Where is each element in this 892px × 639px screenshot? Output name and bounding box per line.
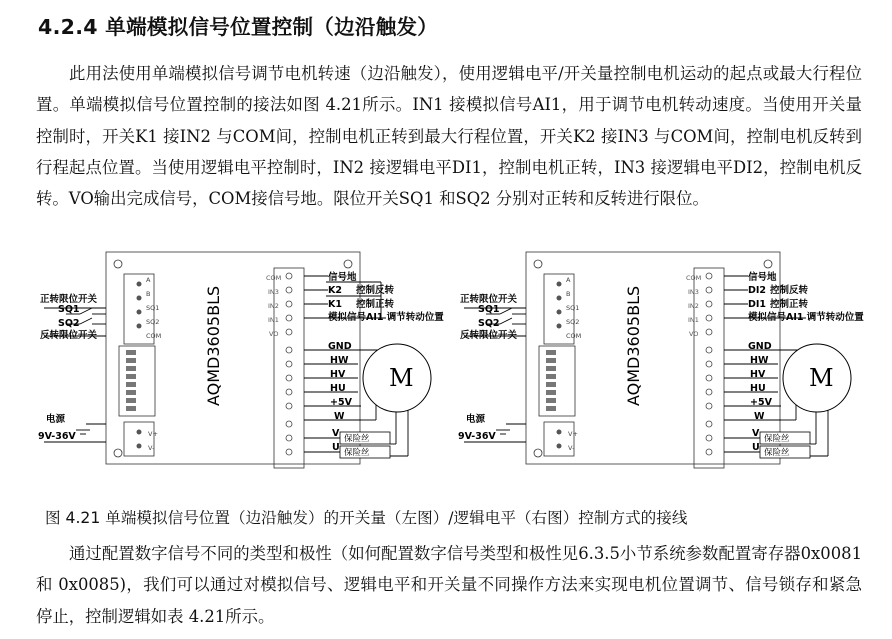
fwd-limit-label: 正转限位开关 xyxy=(460,294,518,305)
pin-sq1: SQ1 xyxy=(566,304,580,312)
analog-label: 模拟信号AI1 调节转动位置 xyxy=(328,312,444,323)
gnd-label: GND xyxy=(748,341,772,352)
p5v-label: +5V xyxy=(330,397,352,408)
k2-label: K2 xyxy=(328,285,342,296)
voltage-label: 9V-36V xyxy=(38,431,76,442)
hu-label: HU xyxy=(750,383,766,394)
motor-label: M xyxy=(809,364,834,392)
section-heading: 4.2.4 单端模拟信号位置控制（边沿触发） xyxy=(38,15,439,39)
rev-limit-label: 反转限位开关 xyxy=(40,330,98,341)
v-label: V xyxy=(752,428,760,439)
pin-vo: VO xyxy=(689,330,699,338)
pin-in2: IN2 xyxy=(688,302,699,310)
sig-gnd-label: 信号地 xyxy=(748,272,777,283)
model-label: AQMD3605BLS xyxy=(624,285,643,406)
pin-in1: IN1 xyxy=(268,316,279,324)
hw-label: HW xyxy=(330,355,349,366)
w-label: W xyxy=(334,411,345,422)
pin-vo: VO xyxy=(269,330,279,338)
sq2-label: SQ2 xyxy=(58,318,80,329)
pin-in3: IN3 xyxy=(688,288,699,296)
sig-gnd-label: 信号地 xyxy=(328,272,357,283)
voltage-label: 9V-36V xyxy=(458,431,496,442)
u-label: U xyxy=(752,442,760,453)
pin-sq2: SQ2 xyxy=(566,318,580,326)
pin-sq2: SQ2 xyxy=(146,318,160,326)
pin-vminus: V- xyxy=(148,444,155,452)
rev-ctrl-label: 控制反转 xyxy=(356,285,395,296)
k1-label: K1 xyxy=(328,299,342,310)
pin-in3: IN3 xyxy=(268,288,279,296)
pin-in2: IN2 xyxy=(268,302,279,310)
pin-vplus: V+ xyxy=(568,430,578,438)
rev-limit-label: 反转限位开关 xyxy=(460,330,518,341)
pin-b: B xyxy=(566,290,571,298)
wiring-diagram-right xyxy=(456,246,872,472)
fwd-ctrl-label: 控制正转 xyxy=(356,299,395,310)
fuse-label-2: 保险丝 xyxy=(344,448,370,458)
power-label: 电源 xyxy=(46,414,66,425)
sq2-label: SQ2 xyxy=(478,318,500,329)
pin-vplus: V+ xyxy=(148,430,158,438)
p5v-label: +5V xyxy=(750,397,772,408)
sq1-label: SQ1 xyxy=(478,304,500,315)
pin-a: A xyxy=(146,276,151,284)
rev-ctrl-label: 控制反转 xyxy=(770,285,809,296)
hv-label: HV xyxy=(750,369,766,380)
pin-com: COM xyxy=(566,332,582,340)
model-label: AQMD3605BLS xyxy=(204,285,223,406)
config-paragraph: 通过配置数字信号不同的类型和极性（如何配置数字信号类型和极性见6.3.5小节系统参数配置寄存器0x0081 和 0x0085)，我们可以通过对模拟信号、逻辑电平和开关量不同操作方法来实现电机位置调节、信号锁存和紧急停止，控制逻辑如表 4.21所示。 xyxy=(36,544,862,626)
sq1-label: SQ1 xyxy=(58,304,80,315)
pin-a: A xyxy=(566,276,571,284)
w-label: W xyxy=(754,411,765,422)
hv-label: HV xyxy=(330,369,346,380)
di1-label: DI1 xyxy=(748,299,767,310)
figure-caption: 图 4.21 单端模拟信号位置（边沿触发）的开关量（左图）/逻辑电平（右图）控制方式的接线 xyxy=(45,509,688,527)
fuse-label-1: 保险丝 xyxy=(764,434,790,444)
fuse-label-1: 保险丝 xyxy=(344,434,370,444)
pin-in1: IN1 xyxy=(688,316,699,324)
pin-b: B xyxy=(146,290,151,298)
di2-label: DI2 xyxy=(748,285,767,296)
pin-com: COM xyxy=(146,332,162,340)
pin-sq1: SQ1 xyxy=(146,304,160,312)
gnd-label: GND xyxy=(328,341,352,352)
pin-com2: COM xyxy=(686,274,702,282)
motor-label: M xyxy=(389,364,414,392)
power-label: 电源 xyxy=(466,414,486,425)
v-label: V xyxy=(332,428,340,439)
analog-label: 模拟信号AI1 调节转动位置 xyxy=(748,312,864,323)
pin-vminus: V- xyxy=(568,444,575,452)
fuse-label-2: 保险丝 xyxy=(764,448,790,458)
u-label: U xyxy=(332,442,340,453)
pin-com2: COM xyxy=(266,274,282,282)
wiring-diagram-left xyxy=(36,246,452,472)
fwd-ctrl-label: 控制正转 xyxy=(770,299,809,310)
hu-label: HU xyxy=(330,383,346,394)
intro-paragraph: 此用法使用单端模拟信号调节电机转速（边沿触发），使用逻辑电平/开关量控制电机运动的起点或最大行程位置。单端模拟信号位置控制的接法如图 4.21所示。IN1 接模拟信号AI1，用于调节电机转动速度。当使用开关量控制时，开关K1 接IN2 与COM间，控制电机正转到最大行程位置，开关K2 接IN3 与COM间，控制电机反转到行程起点位置。当使用逻辑电平控制时，IN2 接逻辑电平DI1，控制电机正转，IN3 接逻辑电平DI2，控制电机反转。VO输出完成信号，COM接信号地。限位开关SQ1 和SQ2 分别对正转和反转进行限位。 xyxy=(36,64,862,209)
hw-label: HW xyxy=(750,355,769,366)
fwd-limit-label: 正转限位开关 xyxy=(40,294,98,305)
